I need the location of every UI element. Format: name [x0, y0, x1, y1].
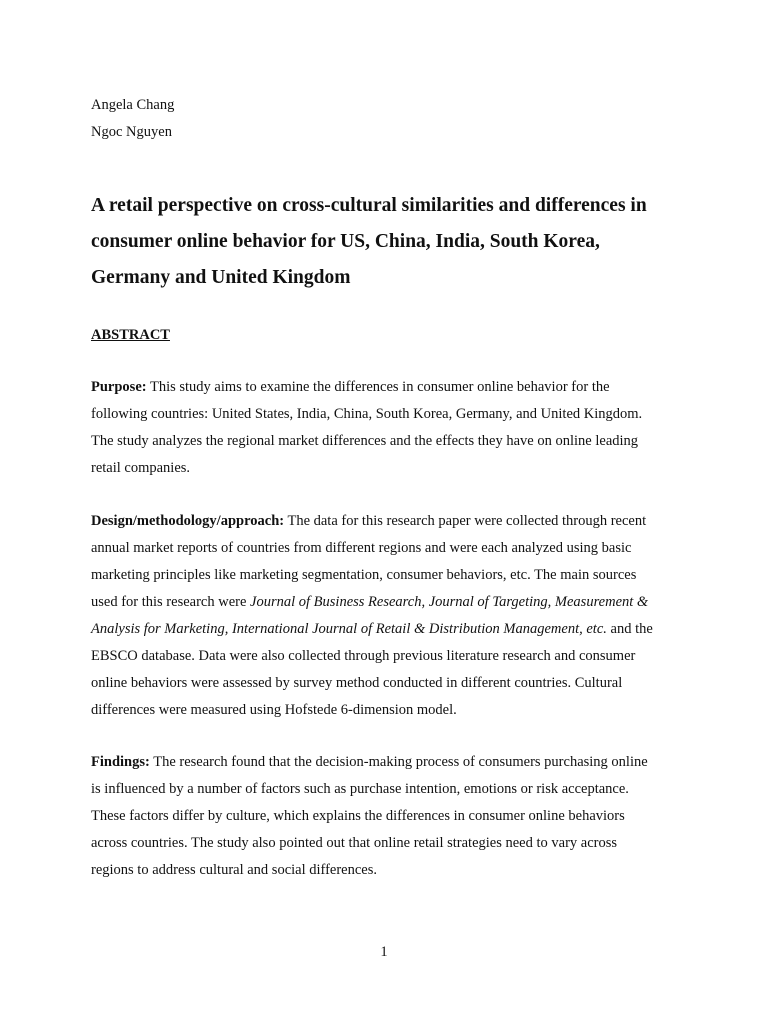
- title-line: Germany and United Kingdom: [91, 267, 351, 288]
- paragraph-line: regions to address cultural and social differences.: [91, 862, 378, 878]
- paragraph-text: used for this research were: [91, 594, 251, 610]
- paragraph-line: These factors differ by culture, which explains the differences in consumer online behaviors: [91, 808, 625, 824]
- paragraph-line: EBSCO database. Data were also collected through previous literature research and consumer: [91, 648, 636, 664]
- paragraph-line: across countries. The study also pointed out that online retail strategies need to vary across: [91, 835, 618, 851]
- author-list: [91, 92, 174, 146]
- paragraph-line: marketing principles like marketing segmentation, consumer behaviors, etc. The main sources: [91, 567, 637, 583]
- paragraph-line: following countries: United States, India, China, South Korea, Germany, and United Kingdom.: [91, 406, 643, 422]
- paragraph-line: annual market reports of countries from different regions and were each analyzed using basic: [91, 540, 632, 556]
- journal-names: Analysis for Marketing, International Journal of Retail & Distribution Management, etc.: [91, 621, 607, 637]
- findings-paragraph: [91, 749, 691, 884]
- paragraph-line: [91, 508, 691, 535]
- purpose-paragraph: [91, 374, 691, 482]
- abstract-heading: ABSTRACT: [91, 327, 170, 343]
- purpose-label: Purpose:: [91, 379, 147, 395]
- paper-title: [91, 188, 711, 296]
- page-number: 1: [380, 944, 388, 960]
- title-line: A retail perspective on cross-cultural similarities and differences in: [91, 195, 647, 216]
- findings-label: Findings:: [91, 754, 150, 770]
- paragraph-line: differences were measured using Hofstede 6-dimension model.: [91, 702, 457, 718]
- paragraph-line: [91, 589, 691, 616]
- paragraph-line: online behaviors were assessed by survey method conducted in different countries. Cultural: [91, 675, 623, 691]
- author-name: Ngoc Nguyen: [91, 124, 172, 140]
- paragraph-line: retail companies.: [91, 460, 191, 476]
- paragraph-text: The research found that the decision-making process of consumers purchasing online: [149, 754, 648, 770]
- paragraph-text: and the: [606, 621, 653, 637]
- design-label: Design/methodology/approach:: [91, 513, 285, 529]
- paragraph-line: [91, 374, 691, 401]
- paragraph-line: The study analyzes the regional market differences and the effects they have on online leading: [91, 433, 639, 449]
- paragraph-line: is influenced by a number of factors such as purchase intention, emotions or risk acceptance.: [91, 781, 629, 797]
- design-paragraph: [91, 508, 691, 724]
- paragraph-line: [91, 749, 691, 776]
- paragraph-text: This study aims to examine the differences in consumer online behavior for the: [146, 379, 610, 395]
- paragraph-text: The data for this research paper were collected through recent: [284, 513, 647, 529]
- author-name: Angela Chang: [91, 97, 175, 113]
- journal-names: Journal of Business Research, Journal of Targeting, Measurement &: [250, 594, 649, 610]
- title-line: consumer online behavior for US, China, India, South Korea,: [91, 231, 600, 252]
- paragraph-line: [91, 616, 691, 643]
